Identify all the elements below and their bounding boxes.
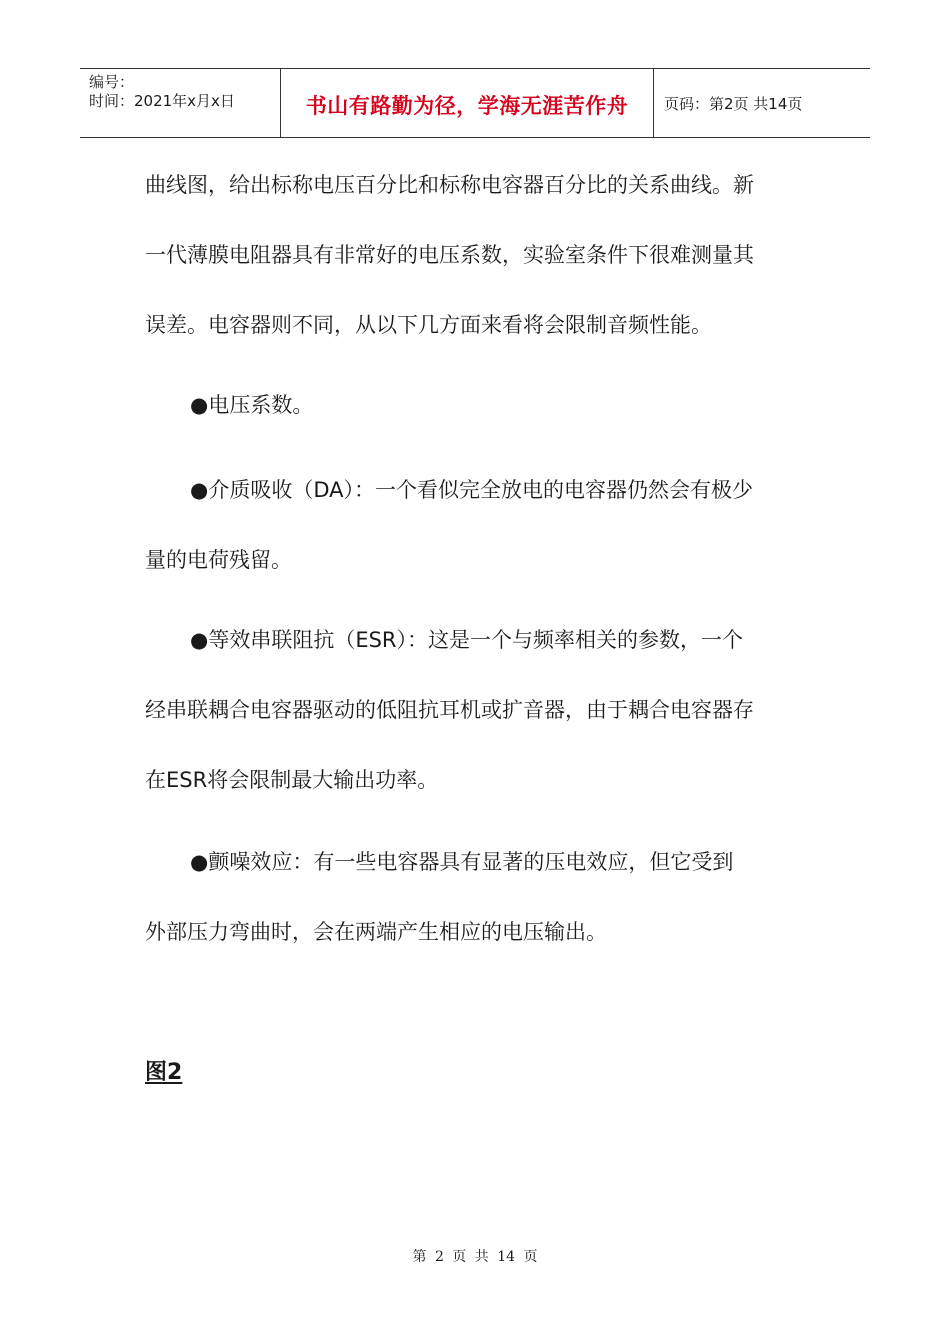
bullet-microphonics: ●颤噪效应：有一些电容器具有显著的压电效应，但它受到: [190, 850, 734, 874]
bullet-esr: ●等效串联阻抗（ESR）：这是一个与频率相关的参数，一个: [190, 628, 744, 652]
serial-number-label: 编号：: [89, 73, 135, 91]
body-line: 经串联耦合电容器驱动的低阻抗耳机或扩音器，由于耦合电容器存: [145, 698, 754, 722]
figure-label: 图2: [145, 1060, 183, 1085]
date-label: 时间：2021年x月x日: [89, 92, 235, 110]
page-footer: 第 2 页 共 14 页: [412, 1249, 538, 1265]
body-line: 量的电荷残留。: [145, 548, 292, 572]
body-line: 一代薄膜电阻器具有非常好的电压系数，实验室条件下很难测量其: [145, 243, 754, 267]
header-motto-cell: [281, 69, 654, 137]
bullet-voltage-coefficient: ●电压系数。: [190, 393, 314, 417]
motto-text: 书山有路勤为径，学海无涯苦作舟: [305, 94, 629, 118]
body-line: 在ESR将会限制最大输出功率。: [145, 768, 439, 792]
page-info: 页码：第2页 共14页: [664, 94, 803, 113]
page-header: [80, 68, 870, 138]
body-line: 曲线图，给出标称电压百分比和标称电容器百分比的关系曲线。新: [145, 173, 754, 197]
body-line: 外部压力弯曲时，会在两端产生相应的电压输出。: [145, 920, 607, 944]
bullet-dielectric-absorption: ●介质吸收（DA）：一个看似完全放电的电容器仍然会有极少: [190, 478, 753, 502]
body-line: 误差。电容器则不同，从以下几方面来看将会限制音频性能。: [145, 313, 712, 337]
header-page-cell: [654, 69, 870, 137]
header-meta-cell: [80, 69, 281, 137]
